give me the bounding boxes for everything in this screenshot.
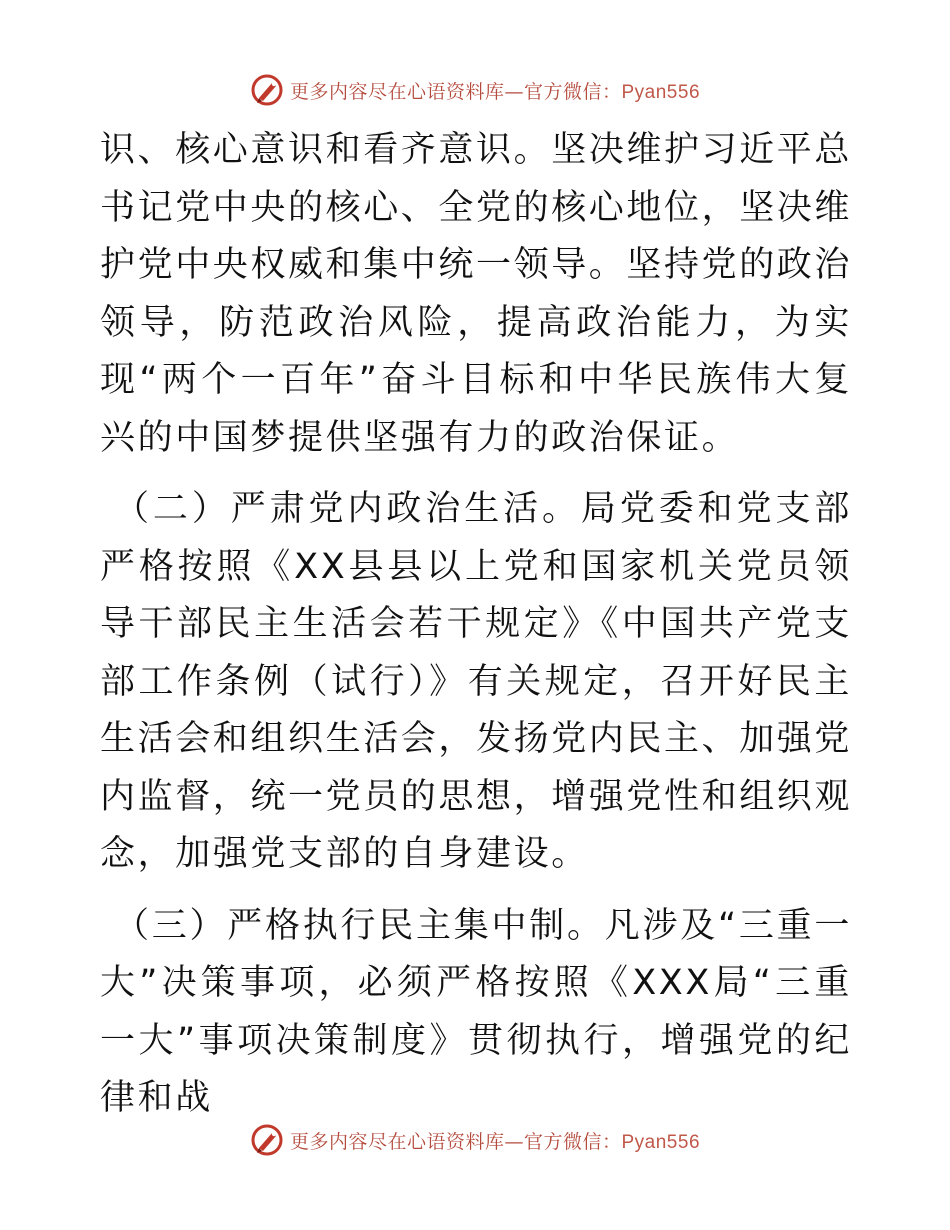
footer-banner-text: 更多内容尽在心语资料库—官方微信：Pyan556 bbox=[289, 1130, 701, 1153]
header-banner-text: 更多内容尽在心语资料库—官方微信：Pyan556 bbox=[289, 80, 701, 103]
header-banner bbox=[0, 70, 950, 110]
paragraph-party-political-life: （二）严肃党内政治生活。局党委和党支部严格按照《XX县县以上党和国家机关党员领导干部民主生活会若干规定》《中国共产党支部工作条例（试行）》有关规定，召开好民主生活会和组织生活会，发扬党内民主、加强党内监督，统一党员的思想，增强党性和组织观念，加强党支部的自身建设。 bbox=[100, 489, 853, 874]
header-wechat-handle: Pyan556 bbox=[621, 81, 701, 103]
footer-wechat-handle: Pyan556 bbox=[621, 1131, 701, 1153]
footer-banner bbox=[0, 1120, 950, 1160]
pen-logo-icon bbox=[250, 73, 284, 107]
paragraph-democratic-centralism: （三）严格执行民主集中制。凡涉及“三重一大”决策事项，必须严格按照《XXX局“三重一大”事项决策制度》贯彻执行，增强党的纪律和战 bbox=[100, 905, 852, 1118]
paragraph-political-awareness: 识、核心意识和看齐意识。坚决维护习近平总书记党中央的核心、全党的核心地位，坚决维护党中央权威和集中统一领导。坚持党的政治领导，防范政治风险，提高政治能力，为实现“两个一百年”奋斗目标和中华民族伟大复兴的中国梦提供坚强有力的政治保证。 bbox=[100, 130, 853, 458]
pen-logo-icon bbox=[250, 1123, 284, 1157]
document-body bbox=[100, 122, 852, 1128]
